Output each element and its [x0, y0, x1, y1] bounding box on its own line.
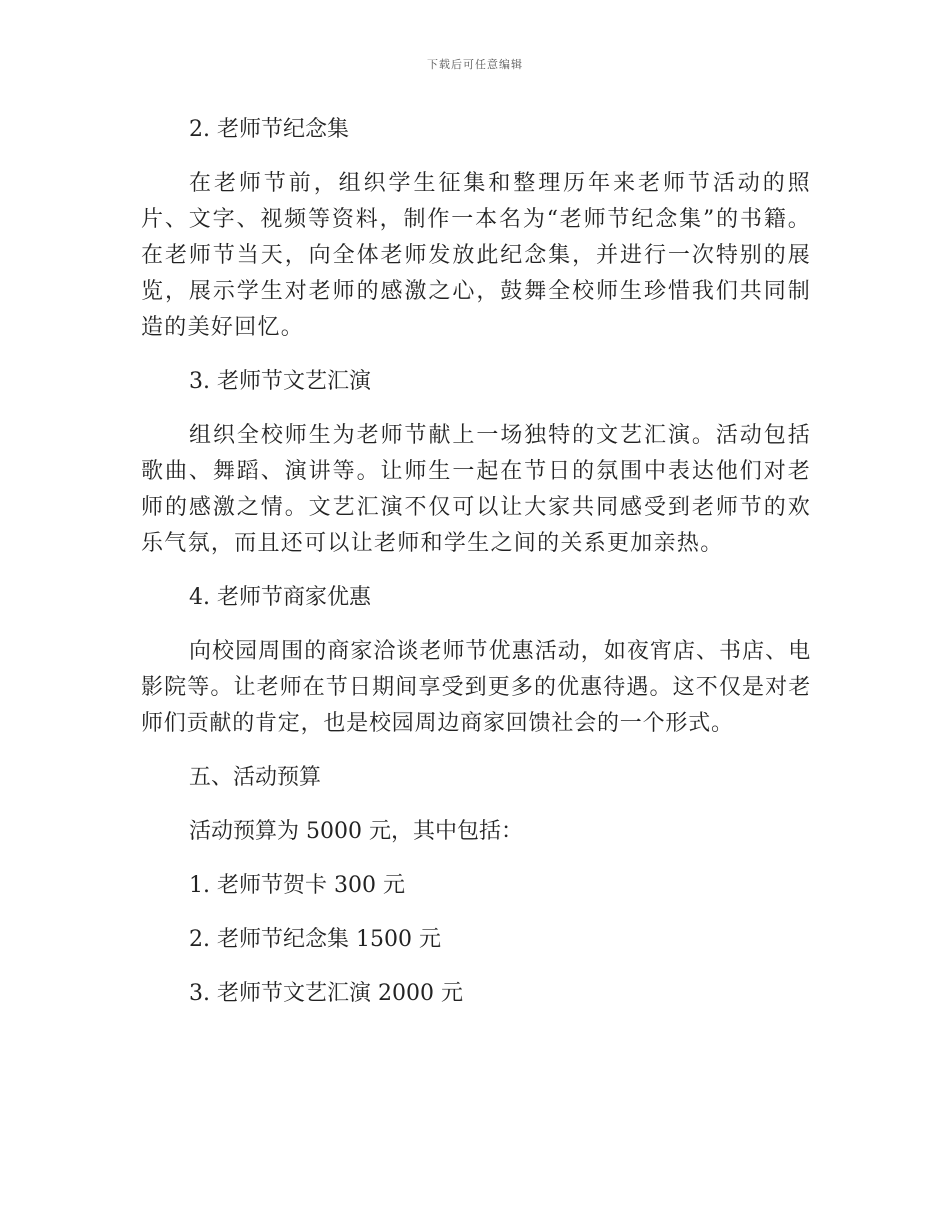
- paragraph-memorial-book: 在老师节前，组织学生征集和整理历年来老师节活动的照片、文字、视频等资料，制作一本名为“老师节纪念集”的书籍。在老师节当天，向全体老师发放此纪念集，并进行一次特别的展览，展示学生对老师的感激之心，鼓舞全校师生珍惜我们共同制造的美好回忆。: [141, 171, 811, 340]
- budget-item-memorial-book: 2. 老师节纪念集 1500 元: [189, 927, 441, 952]
- budget-item-art-performance: 3. 老师节文艺汇演 2000 元: [189, 981, 463, 1006]
- paragraph-art-performance: 组织全校师生为老师节献上一场独特的文艺汇演。活动包括歌曲、舞蹈、演讲等。让师生一起在节日的氛围中表达他们对老师的感激之情。文艺汇演不仅可以让大家共同感受到老师节的欢乐气氛，而且还可以让老师和学生之间的关系更加亲热。: [141, 423, 811, 556]
- budget-intro: 活动预算为 5000 元，其中包括：: [189, 819, 523, 844]
- item-heading-memorial-book: 2. 老师节纪念集: [189, 117, 349, 142]
- budget-item-cards: 1. 老师节贺卡 300 元: [189, 873, 405, 898]
- item-heading-art-performance: 3. 老师节文艺汇演: [189, 369, 371, 394]
- page-header: 下载后可任意编辑: [427, 58, 523, 71]
- document-body: [141, 112, 811, 1030]
- paragraph-merchant-discount: 向校园周围的商家洽谈老师节优惠活动，如夜宵店、书店、电影院等。让老师在节日期间享受到更多的优惠待遇。这不仅是对老师们贡献的肯定，也是校园周边商家回馈社会的一个形式。: [141, 639, 811, 736]
- item-heading-merchant-discount: 4. 老师节商家优惠: [189, 585, 371, 610]
- section-title-budget: 五、活动预算: [189, 765, 322, 790]
